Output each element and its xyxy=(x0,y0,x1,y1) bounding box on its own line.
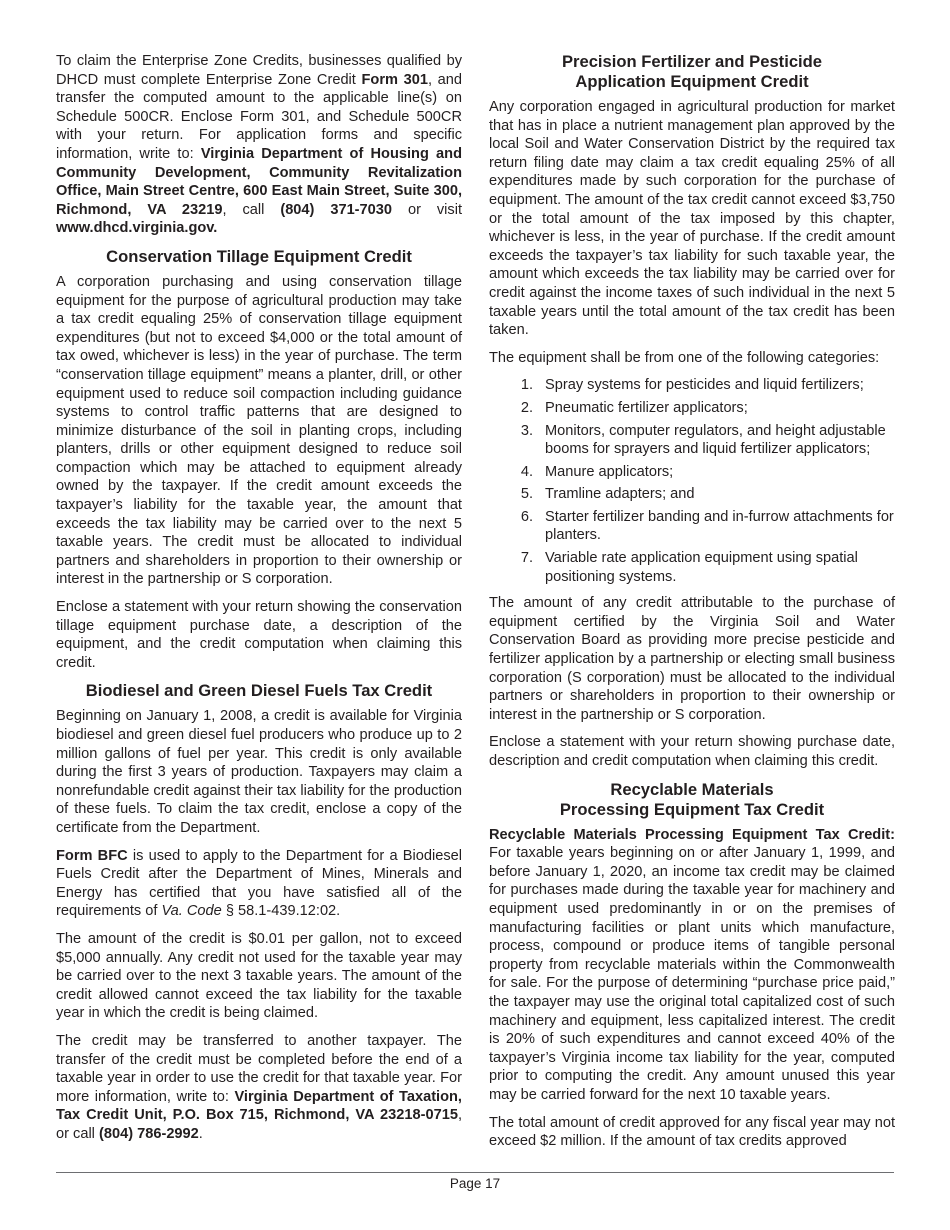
list-number: 2. xyxy=(520,399,533,416)
heading-line-1: Precision Fertilizer and Pesticide xyxy=(561,52,823,71)
enterprise-zone-paragraph xyxy=(56,52,462,238)
recyclable-paragraph-1 xyxy=(489,826,895,1105)
precision-fertilizer-heading xyxy=(489,52,895,92)
form-bfc-ref: Form BFC xyxy=(56,847,128,864)
biodiesel-paragraph-2 xyxy=(56,847,462,921)
text: For taxable years beginning on or after January 1, 1999, and before January 1, 2020, an income tax credit may be claimed for purchases made during the taxable year for machinery and equipment used predominantly in or on the premises of manufacturing facilities or plant units which manufacture, process, compound or produce items of tangible personal property from recyclable materials within the Commonwealth for sale. For the purpose of determining “purchase price paid,” the taxpayer may use the original total capitalized cost of such machinery and equipment, less capitalized interest. The credit is 20% of such expenditures and cannot exceed 40% of the taxpayer’s Virginia income tax liability for the year, computed prior to computing the credit. Any amount unused this year may be carried forward for the next 10 taxable years. xyxy=(489,845,895,1103)
list-number: 3. xyxy=(520,422,533,439)
left-column xyxy=(56,52,462,1152)
precision-paragraph-1: Any corporation engaged in agricultural production for market that has in place a nutrient management plan approved by the local Soil and Water Conservation District by the required tax return filing date may claim a tax credit equaling 25% of all expenditures made by such corporation for the purchase of equipment. The amount of the tax credit cannot exceed $3,750 or the total amount of the tax imposed by this chapter, whichever is less, in the year of purchase. If the credit amount exceeds the taxpayer’s tax liability for such taxable year, the amount which exceeds the tax liability may be carried over for credit against the income taxes of such individual in the next 5 taxable years until the total amount of the tax credit has been taken. xyxy=(489,99,895,339)
text: § 58.1-439.12:02. xyxy=(221,903,341,920)
conservation-tillage-heading: Conservation Tillage Equipment Credit xyxy=(106,246,412,266)
text: or visit xyxy=(392,201,462,218)
heading-line-2: Processing Equipment Tax Credit xyxy=(559,799,825,819)
list-item xyxy=(489,376,895,395)
recyclable-materials-heading xyxy=(489,780,895,820)
va-code-ref: Va. Code xyxy=(161,903,222,920)
biodiesel-heading: Biodiesel and Green Diesel Fuels Tax Credit xyxy=(85,681,433,701)
list-text: Starter fertilizer banding and in-furrow attachments for planters. xyxy=(545,508,894,544)
equipment-list-intro: The equipment shall be from one of the following categories: xyxy=(489,349,880,366)
footer-divider xyxy=(56,1172,894,1173)
tax-dept-address: Virginia Department of Taxation, Tax Credit Unit, P.O. Box 715, Richmond, VA 23218-0715 xyxy=(56,1088,462,1124)
list-item xyxy=(489,399,895,418)
text: is used to apply to the Department for a Biodiesel Fuels Credit after the Department of Mines, Minerals and Energy has certified that you have satisfied all of the requirements of xyxy=(56,847,462,920)
dhcd-phone: (804) 371-7030 xyxy=(280,201,393,218)
biodiesel-paragraph-3: The amount of the credit is $0.01 per gallon, not to exceed $5,000 annually. Any credit not used for the taxable year may be carried over to the next 3 taxable years. The amount of the credit allowed cannot exceed the tax liability for the taxable year in which the credit is being claimed. xyxy=(56,930,462,1022)
text: . xyxy=(198,1125,203,1142)
list-number: 6. xyxy=(520,508,533,525)
list-text: Spray systems for pesticides and liquid fertilizers; xyxy=(545,377,864,394)
heading-line-2: Application Equipment Credit xyxy=(575,72,809,91)
conservation-tillage-paragraph-2: Enclose a statement with your return showing the conservation tillage equipment purchase date, a description of the equipment, and the credit computation when claiming this credit. xyxy=(56,599,462,671)
list-text: Monitors, computer regulators, and height adjustable booms for sprayers and liquid fertilizer applicators; xyxy=(545,422,886,458)
dhcd-address: Virginia Department of Housing and Community Development, Community Revitalization Office, Main Street Centre, 600 East Main Street, Suite 300, Richmond, VA 23219 xyxy=(56,145,462,218)
biodiesel-paragraph-1: Beginning on January 1, 2008, a credit is available for Virginia biodiesel and green diesel fuel producers who produce up to 2 million gallons of fuel per year. This credit is only available during the first 3 years of production. Taxpayers may claim a nonrefundable credit against their tax liability for the production of these fuels. To claim the tax credit, enclose a copy of the certificate from the Department. xyxy=(56,708,462,836)
text: , or call xyxy=(56,1107,462,1142)
text: , call xyxy=(222,201,281,218)
list-number: 4. xyxy=(520,463,533,480)
list-item xyxy=(489,422,895,459)
list-item xyxy=(489,508,895,545)
list-item xyxy=(489,549,895,586)
list-text: Pneumatic fertilizer applicators; xyxy=(545,399,748,416)
list-item xyxy=(489,485,895,504)
form-301-ref: Form 301 xyxy=(361,71,428,88)
page-number: Page 17 xyxy=(449,1176,501,1191)
heading-line-1: Recyclable Materials xyxy=(610,779,774,799)
equipment-category-list xyxy=(489,376,895,586)
list-text: Tramline adapters; and xyxy=(545,486,695,503)
precision-paragraph-3: Enclose a statement with your return showing purchase date, description and credit computation when claiming this credit. xyxy=(489,734,895,769)
biodiesel-paragraph-4 xyxy=(56,1032,462,1144)
list-number: 5. xyxy=(520,486,533,503)
list-text: Variable rate application equipment using spatial positioning systems. xyxy=(545,550,858,585)
tax-dept-phone: (804) 786-2992 xyxy=(98,1125,199,1142)
dhcd-website: www.dhcd.virginia.gov. xyxy=(56,220,218,237)
recyclable-paragraph-2: The total amount of credit approved for any fiscal year may not exceed $2 million. If the amount of tax credits approved xyxy=(489,1114,895,1150)
list-item xyxy=(489,463,895,482)
list-text: Manure applicators; xyxy=(545,463,674,480)
list-number: 1. xyxy=(520,377,533,394)
conservation-tillage-paragraph-1: A corporation purchasing and using conservation tillage equipment for the purpose of agricultural production may take a tax credit equaling 25% of conservation tillage equipment expenditures (but not to exceed $4,000 or the total amount of tax owed, whichever is less) in the year of purchase. The term “conservation tillage equipment” means a planter, drill, or other equipment used to reduce soil compaction including guidance systems to control traffic patterns that are designed to minimize disturbance of the soil in planting crops, including planters, drills or other equipment designed to reduce soil compaction which may be attached to equipment already owned by the taxpayer. If the credit amount exceeds the taxpayer’s liability for the taxable year, the amount that exceeds the tax liability may be carried over to the next 5 taxable years. The credit must be allocated to individual partners and shareholders in proportion to their ownership or interest in the partnership or S corporation. xyxy=(56,273,462,588)
text: The credit may be transferred to another taxpayer. The transfer of the credit must be completed before the end of a taxable year in order to use the credit for that taxable year. For more information, write to: xyxy=(56,1032,462,1105)
list-number: 7. xyxy=(520,550,533,567)
text: , and transfer the computed amount to the applicable line(s) on Schedule 500CR. Enclose Form 301, and Schedule 500CR with your return. For application forms and specific information, write to: xyxy=(56,71,463,162)
precision-paragraph-2: The amount of any credit attributable to the purchase of equipment certified by the Virginia Soil and Water Conservation Board as providing more precise pesticide and fertilizer application by a partnership or electing small business corporation (S corporation) must be allocated to the individual partners or shareholders in proportion to their ownership or interest in the partnership or S corporation. xyxy=(489,595,895,723)
recyclable-subheading: Recyclable Materials Processing Equipment Tax Credit: xyxy=(489,826,895,843)
text: To claim the Enterprise Zone Credits, businesses qualified by DHCD must complete Enterprise Zone Credit xyxy=(56,53,462,88)
right-column xyxy=(489,52,895,1160)
